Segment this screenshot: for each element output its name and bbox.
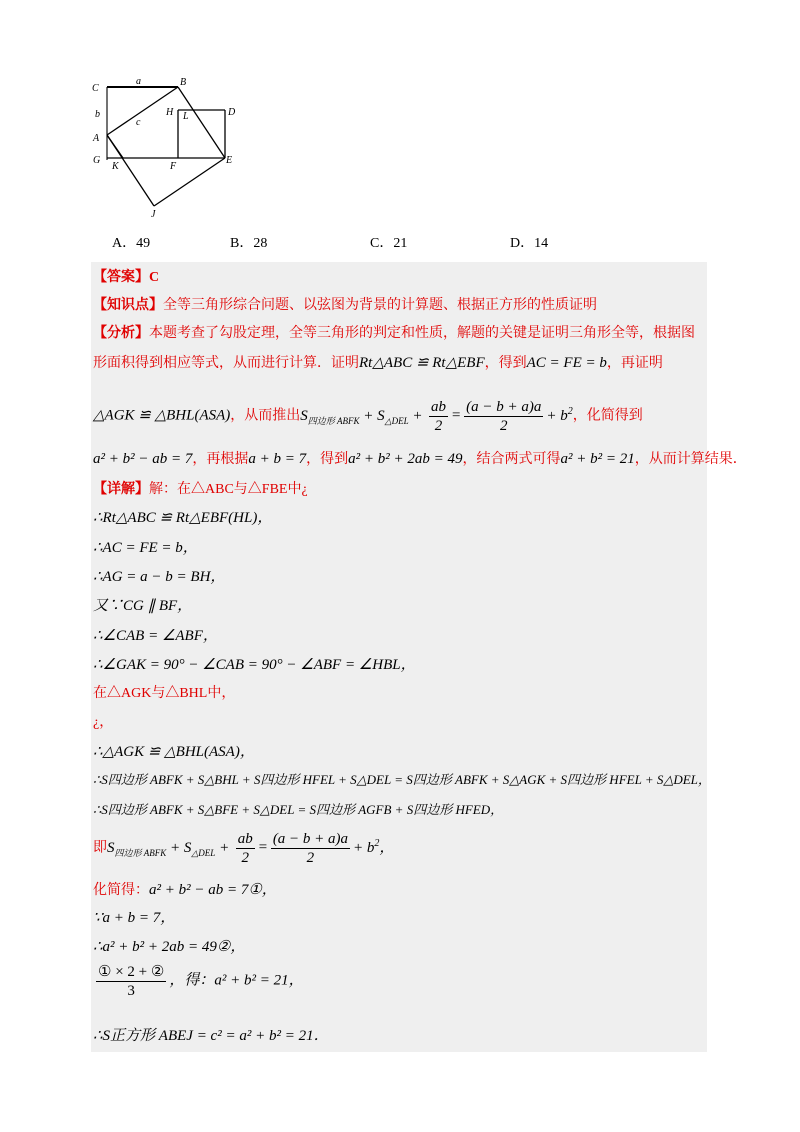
detail-step-15: ∴a² + b² + 2ab = 49②， [93, 939, 246, 955]
label-E: E [226, 155, 233, 166]
label-H: H [166, 107, 174, 118]
detail-step-11: ∴S四边形 ABFK + S△BFE + S△DEL = S四边形 AGFB + S四边形 HFED， [93, 802, 504, 817]
detail-step-13: 化简得：a² + b² − ab = 7①， [93, 882, 277, 898]
choice-c: C．21 [370, 236, 408, 251]
choice-a: A．49 [112, 236, 151, 251]
label-A: A [93, 133, 100, 144]
analysis-line-1: 【分析】本题考查了勾股定理，全等三角形的判定和性质，解题的关键是证明三角形全等，根据图 [93, 326, 695, 341]
label-J: J [151, 209, 156, 220]
label-D: D [228, 107, 236, 118]
analysis-line-3: △AGK ≌ △BHL(ASA)，从而推出$S_{四边形 ABFK} + S_{\triangle DEL}$ + $\frac{ab}{2}$ = $\frac{(a - b + a)a}{2}$ + $b^2$，化简得到 [93, 399, 643, 434]
detail-step-10: ∴S四边形 ABFK + S△BHL + S四边形 HFEL + S△DEL = S四边形 ABFK + S△AGK + S四边形 HFEL + S△DEL， [93, 772, 711, 787]
label-G: G [93, 155, 101, 166]
detail-step-1: ∴Rt△ABC ≌ Rt△EBF(HL)， [93, 510, 273, 526]
choice-b: B．28 [230, 236, 268, 251]
answer-choices [0, 232, 800, 252]
answer-line: 【答案】C [93, 270, 160, 285]
label-K: K [112, 161, 119, 172]
knowledge-line: 【知识点】全等三角形综合问题、以弦图为背景的计算题、根据正方形的性质证明 [93, 298, 597, 313]
detail-step-12: 即$S_{四边形 ABFK} + S_{\triangle DEL}$ + $\frac{ab}{2}$ = $\frac{(a - b + a)a}{2}$ + $b^2$， [93, 831, 395, 866]
detail-step-8: ¿， [93, 715, 114, 730]
detail-step-2: ∴AC = FE = b， [93, 540, 198, 556]
detail-step-6: ∴∠GAK = 90° − ∠CAB = 90° − ∠ABF = ∠HBL， [93, 657, 416, 673]
label-F: F [170, 161, 177, 172]
detail-step-4: 又∵CG ∥ BF， [93, 598, 193, 614]
detail-step-9: ∴△AGK ≌ △BHL(ASA)， [93, 744, 255, 760]
label-b: b [95, 109, 100, 120]
detail-step-3: ∴AG = a − b = BH， [93, 569, 226, 585]
detail-intro: 【详解】解：在△ABC与△FBE中¿ [93, 482, 308, 497]
label-B: B [180, 77, 187, 88]
label-c: c [136, 117, 141, 128]
detail-step-16: $\frac{\text{① × 2 + ②}}{3}$ ，得：a² + b² = 21， [98, 964, 304, 999]
detail-step-14: ∵a + b = 7， [93, 910, 176, 926]
label-C: C [92, 83, 99, 94]
choice-d: D．14 [510, 236, 549, 251]
label-a: a [136, 76, 141, 87]
geometry-figure [88, 75, 248, 225]
detail-step-5: ∴∠CAB = ∠ABF， [93, 628, 218, 644]
analysis-line-4: a² + b² − ab = 7，再根据a + b = 7，得到a² + b² + 2ab = 49，结合两式可得a² + b² = 21，从而计算结果． [93, 451, 747, 467]
analysis-line-2: 形面积得到相应等式，从而进行计算．证明Rt△ABC ≌ Rt△EBF，得到AC = FE = b，再证明 [93, 355, 663, 371]
detail-step-7: 在△AGK与△BHL中， [93, 686, 236, 701]
detail-step-17: ∴S正方形 ABEJ = c² = a² + b² = 21． [93, 1028, 329, 1044]
label-L: L [183, 111, 189, 122]
